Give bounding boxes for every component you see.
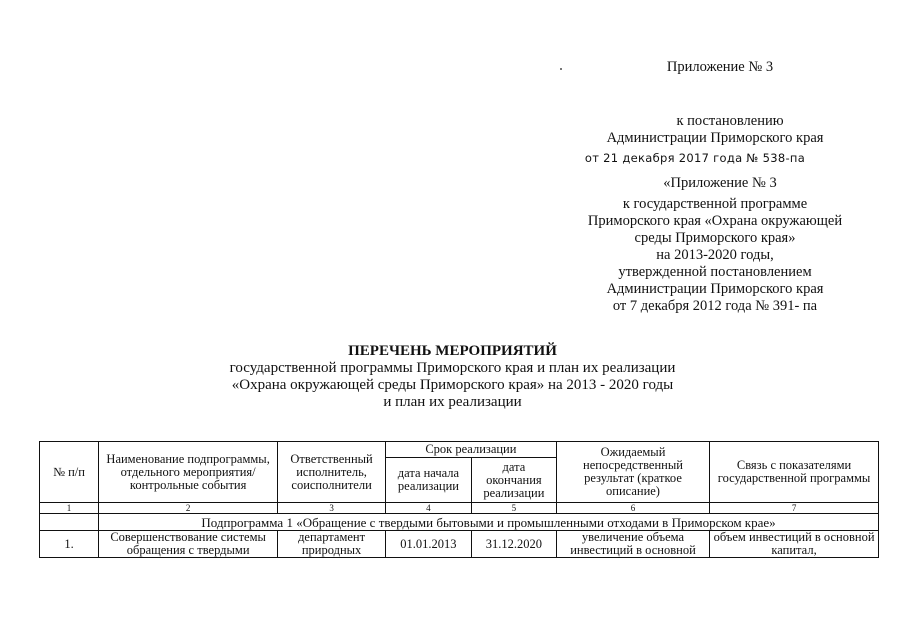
header-name: Наименование подпрограммы, отдельного мероприятия/контрольные события [99,442,278,503]
table-row [40,531,879,558]
row-result: увеличение объема инвестиций в основной [556,531,709,558]
col-number: 6 [556,503,709,514]
row-responsible: департамент природных [278,531,386,558]
program-name-2: среды Приморского края» [634,230,796,246]
header-num: № п/п [40,442,99,503]
handwritten-date: от 21 декабря 2017 года № 538-па [584,151,806,165]
row-num: 1. [40,531,99,558]
document-title: ПЕРЕЧЕНЬ МЕРОПРИЯТИЙ [348,343,557,359]
header-result: Ожидаемый непосредственный результат (краткое описание) [556,442,709,503]
col-number: 1 [40,503,99,514]
row-start-date: 01.01.2013 [385,531,471,558]
measures-table [39,441,879,558]
row-name: Совершенствование системы обращения с твердыми [99,531,278,558]
approved-by: утвержденной постановлением [618,264,812,280]
col-number: 7 [710,503,879,514]
col-number: 3 [278,503,386,514]
to-program: к государственной программе [622,196,808,212]
appendix2-title: «Приложение № 3 [663,175,777,191]
heading-line-3: и план их реализации [383,394,522,410]
header-end-date: дата окончания реализации [471,458,556,503]
subprogram-num-cell [40,514,99,531]
col-number: 5 [471,503,556,514]
header-term: Срок реализации [385,442,556,458]
col-number: 2 [99,503,278,514]
program-years: на 2013-2020 годы, [656,247,774,263]
administration: Администрации Приморского края [606,130,824,146]
row-end-date: 31.12.2020 [471,531,556,558]
scan-speck [560,68,562,70]
approved-date: от 7 декабря 2012 года № 391- па [612,298,818,314]
program-name-1: Приморского края «Охрана окружающей [587,213,843,229]
to-resolution: к постановлению [676,113,784,129]
appendix-title: Приложение № 3 [666,59,774,75]
row-link: объем инвестиций в основной капитал, [710,531,879,558]
heading-line-2: «Охрана окружающей среды Приморского края» на 2013 - 2020 годы [231,377,674,393]
heading-line-1: государственной программы Приморского края и план их реализации [229,360,676,376]
subprogram-title: Подпрограмма 1 «Обращение с твердыми бытовыми и промышленными отходами в Приморском крае» [99,514,879,531]
col-number: 4 [385,503,471,514]
header-link: Связь с показателями государственной программы [710,442,879,503]
header-responsible: Ответственный исполнитель, соисполнители [278,442,386,503]
header-start-date: дата начала реализации [385,458,471,503]
administration-2: Администрации Приморского края [606,281,824,297]
